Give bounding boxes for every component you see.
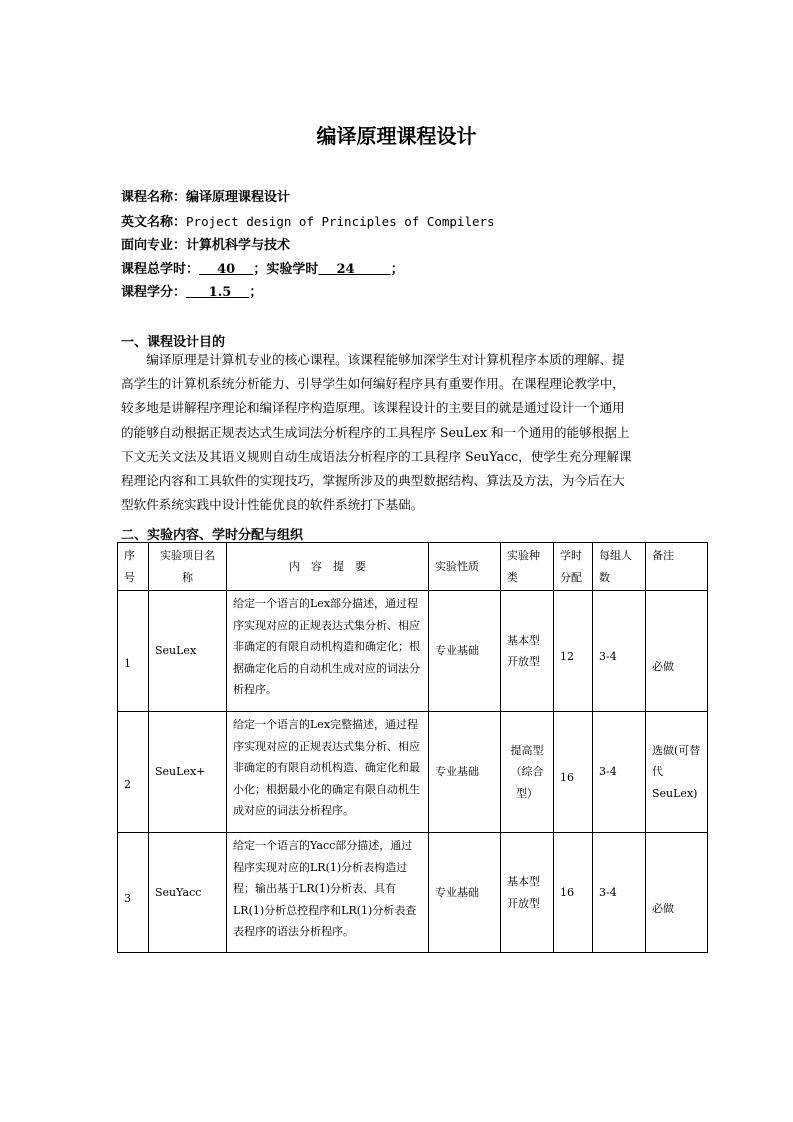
header-cell: 内 容 提 要: [227, 543, 429, 591]
cell-people: 3-4: [593, 712, 646, 833]
course-name-line: [121, 186, 495, 210]
cell-hours: 12: [554, 591, 593, 712]
cell-content: 给定一个语言的Lex完整描述，通过程序实现对应的正规表达式集分析、相应非确定的有限自动机构造、确定化和最小化；根据最小化的确定有限自动机生成对应的词法分析程序。: [227, 712, 429, 833]
label: 面向专业：: [121, 238, 187, 253]
table-row: [118, 833, 708, 953]
sep: ；: [390, 261, 404, 277]
english-name-line: [121, 210, 495, 235]
header-cell: 实验种类: [501, 543, 554, 591]
cell-kind: 提高型 （综合型）: [501, 712, 554, 833]
cell-name: SeuYacc: [149, 833, 227, 953]
para-line: 高学生的计算机系统分析能力、引导学生如何编好程序具有重要作用。在课程理论教学中，: [121, 376, 625, 392]
cell-note: 必做: [646, 833, 708, 953]
cell-people: 3-4: [593, 833, 646, 953]
label: ；实验学时: [253, 261, 319, 277]
label: 课程总学时：: [121, 261, 200, 277]
table-header: [118, 543, 708, 591]
header-cell: 备注: [646, 543, 708, 591]
para-line: 的能够自动根据正规表达式生成词法分析程序的工具程序 SeuLex 和一个通用的能够根据上: [121, 424, 630, 440]
label: 课程学分：: [121, 285, 187, 300]
cell-nature: 专业基础: [429, 833, 501, 953]
english-name: Project design of Principles of Compilers: [186, 213, 495, 229]
hours-line: [121, 258, 495, 282]
course-info: [121, 186, 495, 305]
credit: 1.5: [208, 285, 232, 300]
document-title: 编译原理课程设计: [316, 124, 477, 148]
cell-nature: 专业基础: [429, 591, 501, 712]
cell-name: SeuLex: [149, 591, 227, 712]
header-cell: 每组人数: [593, 543, 646, 591]
credit-line: [121, 281, 495, 305]
section1-heading: 一、课程设计目的: [121, 335, 226, 350]
cell-no: 1: [118, 591, 149, 712]
header-cell: 实验性质: [429, 543, 501, 591]
cell-kind: 基本型 开放型: [501, 833, 554, 953]
cell-content: 给定一个语言的Lex部分描述，通过程序实现对应的正规表达式集分析、相应非确定的有限自动机构造和确定化；根据确定化后的自动机生成对应的词法分析程序。: [227, 591, 429, 712]
para-line: 型软件系统实践中设计性能优良的软件系统打下基础。: [121, 497, 424, 513]
lab-hours: 24: [336, 261, 355, 277]
para-line: 较多地是讲解程序理论和编译程序构造原理。该课程设计的主要目的就是通过设计一个通用: [121, 400, 625, 416]
cell-no: 2: [118, 712, 149, 833]
cell-note: 选做(可替代SeuLex): [646, 712, 708, 833]
table-row: [118, 591, 708, 712]
total-hours: 40: [217, 261, 236, 277]
cell-hours: 16: [554, 833, 593, 953]
cell-kind: 基本型 开放型: [501, 591, 554, 712]
label: 英文名称：: [121, 214, 187, 230]
label: 课程名称：: [121, 190, 187, 205]
cell-people: 3-4: [593, 591, 646, 712]
sep: ；: [249, 285, 263, 300]
header-cell: 学时分配: [554, 543, 593, 591]
cell-nature: 专业基础: [429, 712, 501, 833]
experiment-table: [117, 542, 708, 953]
cell-note: 必做: [646, 591, 708, 712]
cell-no: 3: [118, 833, 149, 953]
para-line: 编译原理是计算机专业的核心课程。该课程能够加深学生对计算机程序本质的理解、提: [121, 352, 625, 367]
header-cell: 实验项目名称: [149, 543, 227, 591]
cell-hours: 16: [554, 712, 593, 833]
major-line: [121, 234, 495, 258]
cell-content: 给定一个语言的Yacc部分描述，通过程序实现对应的LR(1)分析表构造过程；输出基于LR(1)分析表、具有LR(1)分析总控程序和LR(1)分析表查表程序的语法分析程序。: [227, 833, 429, 953]
section2-heading: 二、实验内容、学时分配与组织: [121, 528, 304, 543]
major: 计算机科学与技术: [186, 238, 291, 253]
section1-paragraph: [121, 348, 681, 517]
para-line: 下文无关文法及其语义规则自动生成语法分析程序的工具程序 SeuYacc，使学生充分理解课: [121, 448, 632, 464]
table-row: [118, 712, 708, 833]
course-name: 编译原理课程设计: [186, 190, 291, 205]
cell-name: SeuLex+: [149, 712, 227, 833]
para-line: 程理论内容和工具软件的实现技巧，掌握所涉及的典型数据结构、算法及方法，为今后在大: [121, 473, 625, 489]
header-cell: 序号: [118, 543, 149, 591]
